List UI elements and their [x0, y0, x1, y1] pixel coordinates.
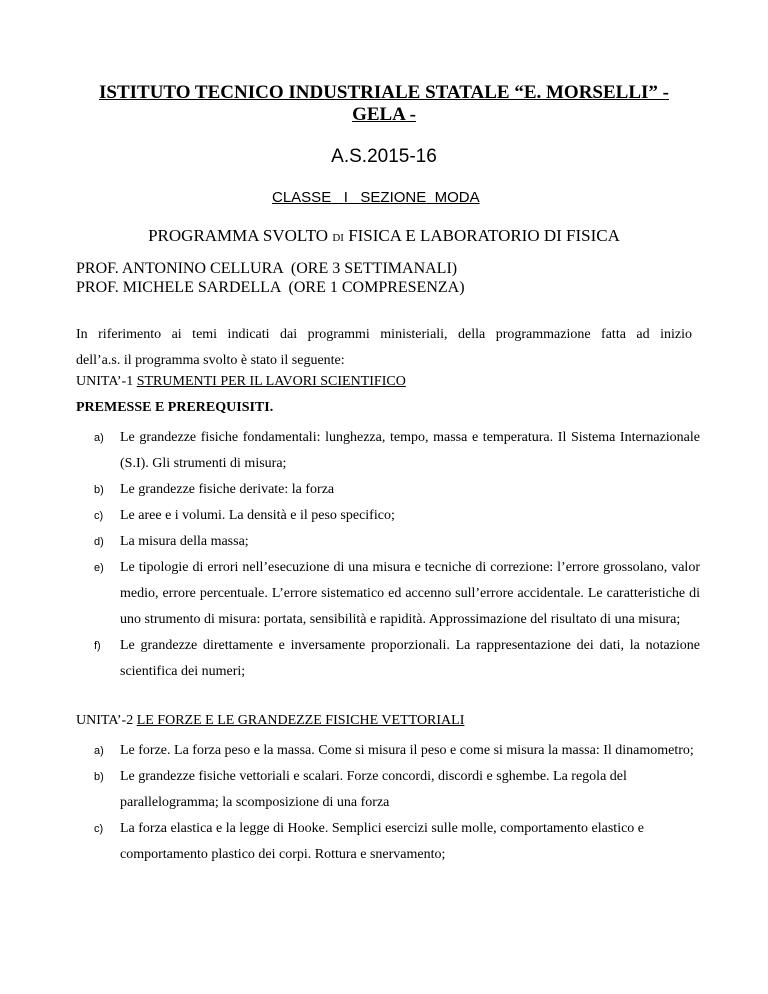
- school-year: A.S.2015-16: [331, 146, 437, 167]
- list-marker: c): [94, 823, 104, 835]
- list-marker: b): [94, 484, 104, 496]
- list-item: [76, 555, 700, 633]
- unit-2-topic-list: [76, 738, 700, 868]
- list-marker: e): [94, 562, 104, 574]
- unit-1-title: STRUMENTI PER IL LAVORI SCIENTIFICO: [136, 374, 406, 389]
- school-name-line1: ISTITUTO TECNICO INDUSTRIALE STATALE “E. MORSELLI” -: [99, 82, 669, 103]
- list-item: [76, 529, 700, 555]
- list-marker: a): [94, 745, 104, 757]
- school-name-line2: GELA -: [352, 104, 416, 125]
- list-item: [76, 633, 700, 685]
- list-item-text: La forza elastica e la legge di Hooke. Semplici esercizi sulle molle, comportamento elastico e comportamento plastico dei corpi. Rottura e snervamento;: [120, 821, 645, 862]
- list-item-text: Le grandezze fisiche fondamentali: lunghezza, tempo, massa e temperatura. Il Sistema Internazionale (S.I). Gli strumenti di misura;: [120, 430, 700, 471]
- list-item-text: Le grandezze fisiche derivate: la forza: [120, 482, 335, 497]
- programma-part1: PROGRAMMA SVOLTO: [148, 226, 333, 245]
- list-item: [76, 425, 700, 477]
- list-item: [76, 477, 700, 503]
- teacher-title: PROF.: [76, 279, 119, 296]
- list-item-text: Le tipologie di errori nell’esecuzione di una misura e tecniche di correzione: l’errore grossolano, valor medio, errore percentuale. L’errore sistematico ed accenno sull’errore accidentale. Le caratteristiche di uno strumento di misura: portata, sensibilità e rapidità. Approssimazione del risultato di una misura;: [120, 560, 700, 627]
- programma-heading: [0, 226, 768, 246]
- programma-part3: FISICA E LABORATORIO DI FISICA: [343, 226, 620, 245]
- intro-line-2: dell’a.s. il programma svolto è stato il seguente:: [76, 353, 345, 368]
- unit-2-title: LE FORZE E LE GRANDEZZE FISICHE VETTORIALI: [136, 713, 465, 728]
- list-item: [76, 816, 700, 868]
- teacher-first-name: ANTONINO: [121, 260, 207, 277]
- unit-1-topic-list: [76, 425, 700, 685]
- list-item-text: Le grandezze direttamente e inversamente proporzionali. La rappresentazione dei dati, la notazione scientifica dei numeri;: [120, 638, 700, 679]
- list-marker: c): [94, 510, 104, 522]
- teacher-hours: (ORE 1 COMPRESENZA): [288, 279, 465, 296]
- programma-part2: DI: [332, 232, 344, 244]
- list-marker: d): [94, 536, 104, 548]
- list-marker: b): [94, 771, 104, 783]
- teacher-first-name: MICHELE: [122, 279, 194, 296]
- list-item: [76, 503, 700, 529]
- intro-line-1: In riferimento ai temi indicati dai programmi ministeriali, della programmazione fatta ad inizio: [76, 327, 692, 342]
- class-section-line: [272, 189, 480, 206]
- list-item-text: Le aree e i volumi. La densità e il peso specifico;: [120, 508, 395, 523]
- teacher-line-1: [76, 260, 457, 278]
- list-item: [76, 738, 700, 764]
- classe-value: I: [343, 189, 348, 206]
- list-marker: f): [94, 640, 101, 652]
- classe-label: CLASSE: [272, 189, 332, 206]
- teacher-title: PROF.: [76, 260, 119, 277]
- unit-1-prefix: UNITA’-1: [76, 374, 137, 389]
- teacher-line-2: [76, 279, 465, 297]
- unit-1-heading: [76, 374, 406, 390]
- teacher-last-name: CELLURA: [210, 260, 283, 277]
- list-item: [76, 764, 700, 816]
- list-marker: a): [94, 432, 104, 444]
- school-name-heading: [60, 82, 708, 126]
- sezione-label: SEZIONE: [360, 189, 427, 206]
- unit-1-subheading: PREMESSE E PREREQUISITI.: [76, 400, 274, 415]
- teacher-hours: (ORE 3 SETTIMANALI): [290, 260, 458, 277]
- unit-2-prefix: UNITA’-2: [76, 713, 137, 728]
- list-item-text: Le grandezze fisiche vettoriali e scalari. Forze concordi, discordi e sghembe. La regola del parallelogramma; la scomposizione di una forza: [120, 769, 627, 810]
- sezione-value: MODA: [434, 189, 480, 206]
- list-item-text: La misura della massa;: [120, 534, 249, 549]
- unit-2-heading: [76, 713, 464, 729]
- teacher-last-name: SARDELLA: [197, 279, 281, 296]
- list-item-text: Le forze. La forza peso e la massa. Come si misura il peso e come si misura la massa: Il dinamometro;: [120, 743, 694, 758]
